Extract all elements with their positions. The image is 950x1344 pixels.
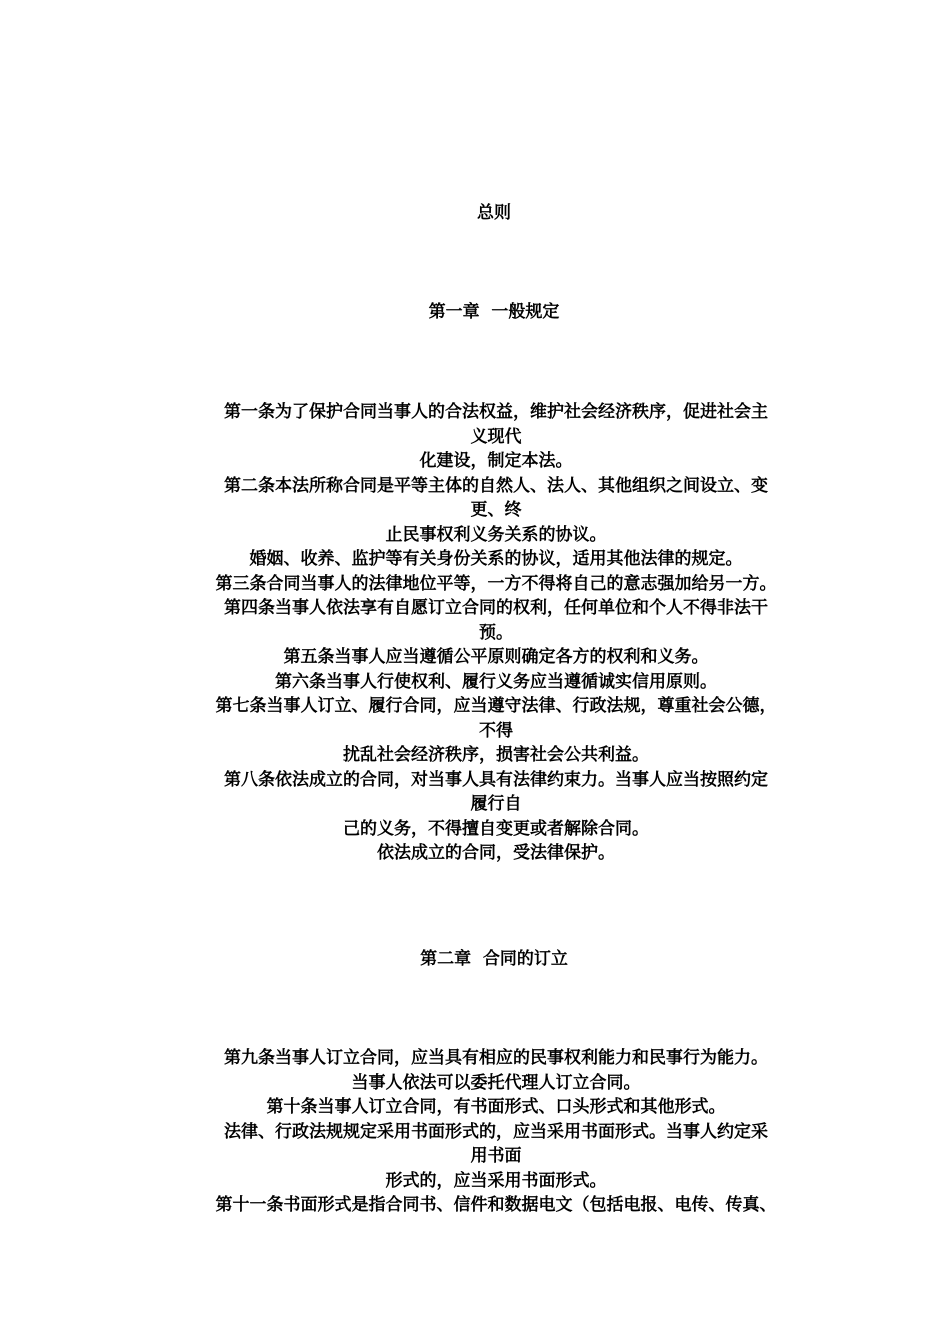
text-line: 用书面 xyxy=(470,1146,522,1166)
text-line: 履行自 xyxy=(470,794,522,814)
text-line: 第六条当事人行使权利、履行义务应当遵循诚实信用原则。 xyxy=(275,671,717,692)
text-line: 婚姻、收养、监护等有关身份关系的协议，适用其他法律的规定。 xyxy=(249,549,743,569)
text-line: 第十一条书面形式是指合同书、信件和数据电文（包括电报、电传、传真、 xyxy=(215,1195,777,1215)
text-line: 第五条当事人应当遵循公平原则确定各方的权利和义务。 xyxy=(283,647,709,667)
chapter-2-heading: 第二章 合同的订立 xyxy=(420,949,568,969)
text-line: 预。 xyxy=(479,622,513,643)
text-line: 第八条依法成立的合同，对当事人具有法律约束力。当事人应当按照约定 xyxy=(224,769,768,790)
chapter-1-body xyxy=(183,400,809,866)
text-line: 当事人依法可以委托代理人订立合同。 xyxy=(351,1072,641,1093)
text-line: 不得 xyxy=(479,720,513,741)
chapter-1-heading: 第一章 一般规定 xyxy=(428,302,560,322)
text-line: 更、终 xyxy=(470,500,522,520)
text-line: 形式的，应当采用书面形式。 xyxy=(385,1170,607,1191)
text-line: 第四条当事人依法享有自愿订立合同的权利，任何单位和个人不得非法干 xyxy=(224,598,768,618)
text-line: 止民事权利义务关系的协议。 xyxy=(385,524,607,545)
text-line: 第十条当事人订立合同，有书面形式、口头形式和其他形式。 xyxy=(266,1097,726,1117)
text-line: 法律、行政法规规定采用书面形式的，应当采用书面形式。当事人约定采 xyxy=(224,1121,768,1142)
chapter-2-body xyxy=(183,1046,809,1218)
text-line: 义现代 xyxy=(470,426,522,447)
text-line: 第七条当事人订立、履行合同，应当遵守法律、行政法规，尊重社会公德， xyxy=(215,696,777,716)
document-title: 总则 xyxy=(477,203,511,223)
text-line: 化建设，制定本法。 xyxy=(419,451,573,471)
text-line: 依法成立的合同，受法律保护。 xyxy=(377,843,615,863)
text-line: 第一条为了保护合同当事人的合法权益，维护社会经济秩序，促进社会主 xyxy=(224,402,768,422)
text-line: 第九条当事人订立合同，应当具有相应的民事权利能力和民事行为能力。 xyxy=(224,1048,768,1068)
text-line: 第三条合同当事人的法律地位平等，一方不得将自己的意志强加给另一方。 xyxy=(215,573,777,594)
text-line: 己的义务，不得擅自变更或者解除合同。 xyxy=(343,818,649,839)
text-line: 第二条本法所称合同是平等主体的自然人、法人、其他组织之间设立、变 xyxy=(224,475,768,496)
text-line: 扰乱社会经济秩序，损害社会公共利益。 xyxy=(343,745,649,765)
